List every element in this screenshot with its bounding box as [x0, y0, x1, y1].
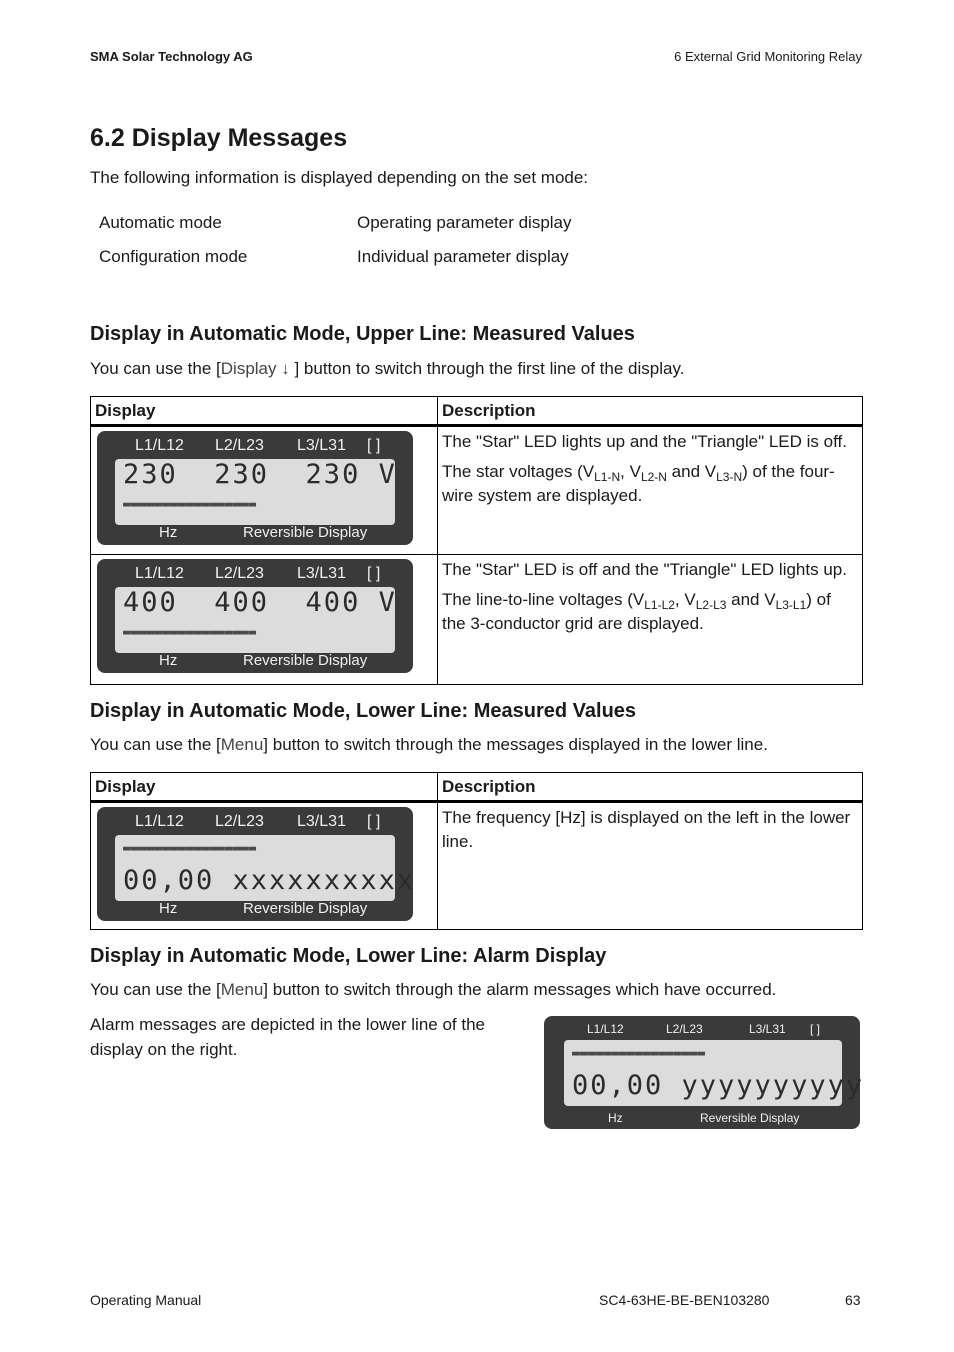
col-display-header: Display	[91, 773, 438, 802]
lcd-cell	[91, 426, 438, 555]
lcd-display: L1/L12 L2/L23 L3/L31 [ ] 400 400 400 V ▬▬▬▬▬▬▬▬▬▬▬▬▬▬▬▬▬ Hz Reversible Display	[97, 559, 413, 673]
sec2-title: Display in Automatic Mode, Lower Line: Measured Values	[90, 700, 637, 722]
lcd-lower-line: ▬▬▬▬▬▬▬▬▬▬▬▬▬▬▬▬▬	[123, 497, 257, 512]
sec3-text: You can use the [Menu] button to switch through the alarm messages which have occurred.	[90, 980, 777, 999]
lcd-upper-line: ▬▬▬▬▬▬▬▬▬▬▬▬▬▬▬▬▬	[572, 1046, 706, 1061]
sec2-table	[90, 772, 863, 930]
lcd-display: L1/L12 L2/L23 L3/L31 [ ] 230 230 230 V ▬▬▬▬▬▬▬▬▬▬▬▬▬▬▬▬▬ Hz Reversible Display	[97, 431, 413, 545]
description-cell: The "Star" LED is off and the "Triangle" LED lights up. The line-to-line voltages ($V_{L1-L2}$, $V_{L2-L3}$ and $V_{L3-L1}$) of the 3-conductor grid are displayed.	[438, 555, 863, 685]
lcd-display: L1/L12 L2/L23 L3/L31 [ ] ▬▬▬▬▬▬▬▬▬▬▬▬▬▬▬▬▬ 00,00 yyyyyyyyyy Hz Reversible Display	[544, 1016, 860, 1129]
section-title: 6.2 Display Messages	[90, 124, 348, 152]
lcd-upper-line: 400 400 400 V	[123, 587, 397, 618]
lcd-lower-line: ▬▬▬▬▬▬▬▬▬▬▬▬▬▬▬▬▬	[123, 625, 257, 640]
sec1-title: Display in Automatic Mode, Upper Line: Measured Values	[90, 323, 635, 345]
col-description-header: Description	[438, 397, 863, 426]
lcd-lower-line: 00,00 xxxxxxxxxx	[123, 865, 416, 896]
description-cell: The frequency [Hz] is displayed on the left in the lower line.	[438, 802, 863, 930]
lcd-cell	[91, 555, 438, 685]
display-button-ref: Display ↓	[220, 359, 290, 378]
mode-automatic-display: Operating parameter display	[357, 213, 572, 232]
menu-button-ref: Menu	[220, 980, 264, 999]
lcd-upper-line: 230 230 230 V	[123, 459, 397, 490]
mode-configuration: Configuration mode	[99, 247, 248, 266]
col-description-header: Description	[438, 773, 863, 802]
description-cell: The "Star" LED lights up and the "Triangle" LED is off. The star voltages ($V_{L1-N}$, $V_{L2-N}$ and $V_{L3-N}$) of the four-wire system are displayed.	[438, 426, 863, 555]
sec2-text: You can use the [Menu] button to switch through the messages displayed in the lower line.	[90, 735, 768, 754]
footer-left: Operating Manual	[90, 1292, 202, 1308]
alarm-side-text: Alarm messages are depicted in the lower line of the display on the right.	[90, 1015, 485, 1059]
sec1-table	[90, 396, 863, 685]
sec3-title: Display in Automatic Mode, Lower Line: Alarm Display	[90, 945, 607, 967]
footer-page-number: 63	[845, 1292, 861, 1308]
intro-text: The following information is displayed depending on the set mode:	[90, 168, 589, 187]
lcd-cell	[91, 802, 438, 930]
mode-configuration-display: Individual parameter display	[357, 247, 569, 266]
mode-automatic: Automatic mode	[99, 213, 222, 232]
lcd-display: L1/L12 L2/L23 L3/L31 [ ] ▬▬▬▬▬▬▬▬▬▬▬▬▬▬▬▬▬ 00,00 xxxxxxxxxx Hz Reversible Display	[97, 807, 413, 921]
menu-button-ref: Menu	[220, 735, 264, 754]
footer-doc-id: SC4-63HE-BE-BEN103280	[599, 1292, 770, 1308]
header-chapter: 6 External Grid Monitoring Relay	[674, 49, 862, 64]
header-company: SMA Solar Technology AG	[90, 49, 253, 64]
lcd-upper-line: ▬▬▬▬▬▬▬▬▬▬▬▬▬▬▬▬▬	[123, 841, 257, 856]
col-display-header: Display	[91, 397, 438, 426]
sec1-text: You can use the [Display ↓ ] button to switch through the first line of the display.	[90, 359, 685, 378]
alarm-lcd-wrapper	[544, 1016, 865, 1129]
lcd-lower-line: 00,00 yyyyyyyyyy	[572, 1070, 865, 1101]
